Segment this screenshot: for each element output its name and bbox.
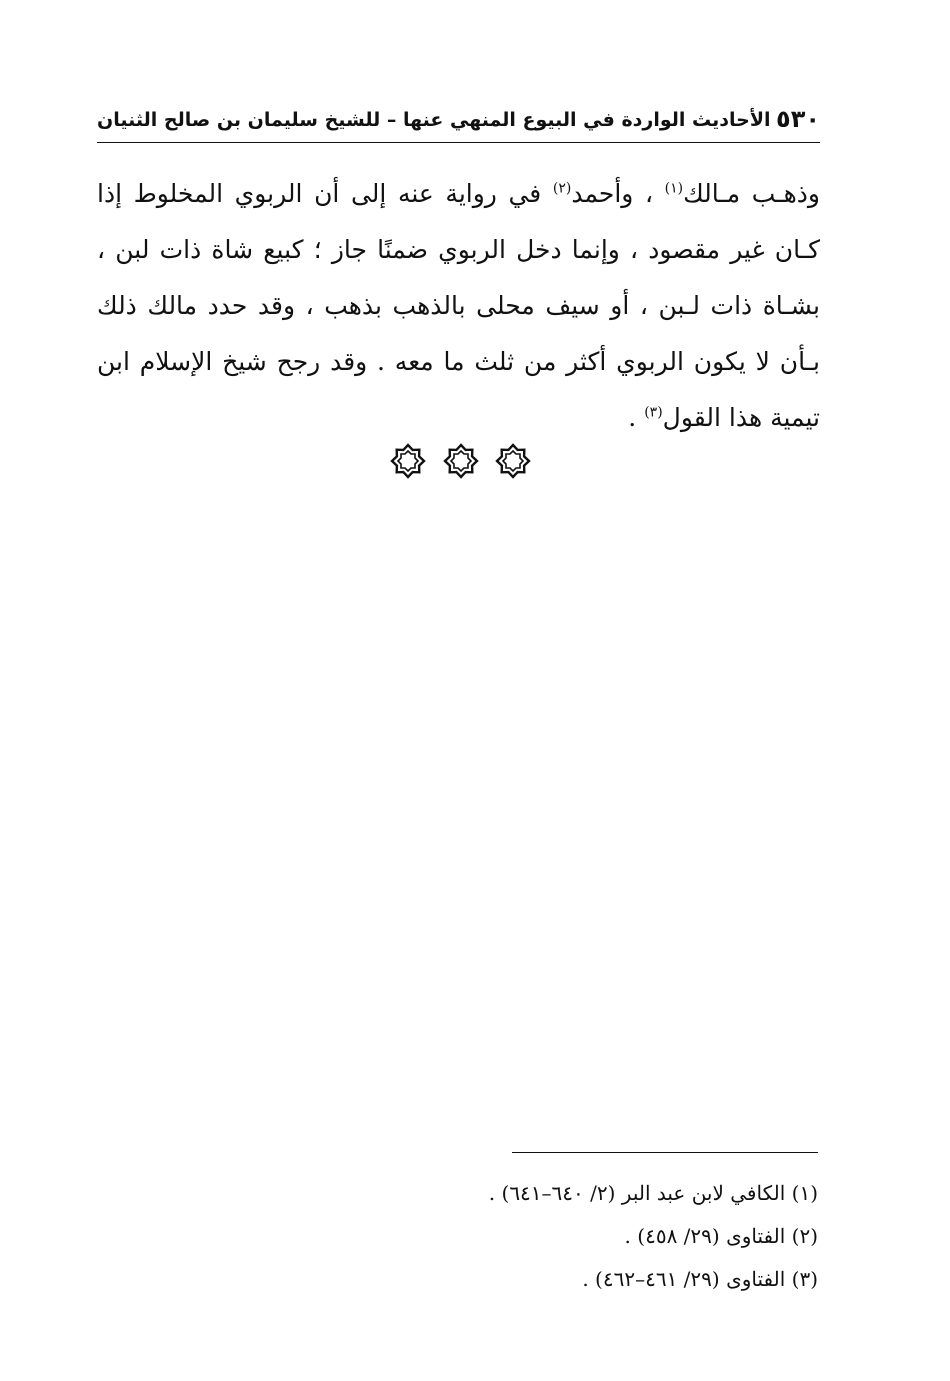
paragraph-line-3: بشـاة ذات لـبن ، أو سيف محلى بالذهب بذهب ، وقد حدد مالك ذلك bbox=[97, 291, 820, 320]
paragraph-line-5 bbox=[97, 390, 820, 446]
eight-point-star-ornament-icon bbox=[493, 441, 533, 481]
text-segment: ، وأحمد bbox=[571, 179, 665, 208]
footnote-rule bbox=[512, 1152, 818, 1153]
paragraph-line-1 bbox=[97, 166, 820, 222]
text-segment: تيمية هذا القول bbox=[662, 403, 820, 432]
eight-point-star-ornament-icon bbox=[441, 441, 481, 481]
footnote-marker-2: (٢) bbox=[552, 180, 572, 197]
main-paragraph bbox=[97, 166, 820, 446]
paragraph-line-4: بـأن لا يكون الربوي أكثر من ثلث ما معه . وقد رجح شيخ الإسلام ابن bbox=[97, 347, 820, 376]
section-separator bbox=[388, 440, 533, 482]
running-title: الأحاديث الواردة في البيوع المنهي عنها – للشيخ سليمان بن صالح الثنيان bbox=[97, 109, 771, 131]
footnote-marker-3: (٣) bbox=[644, 404, 663, 421]
page-header bbox=[97, 104, 820, 140]
text-segment: وذهـب مـالك bbox=[683, 179, 820, 208]
page-number: ٥٣٠ bbox=[776, 105, 820, 133]
text-segment: . bbox=[628, 403, 645, 432]
paragraph-line-2: كـان غير مقصود ، وإنما دخل الربوي ضمنًا جاز ؛ كبيع شاة ذات لبن ، bbox=[97, 235, 820, 264]
eight-point-star-ornament-icon bbox=[388, 441, 428, 481]
header-rule bbox=[97, 142, 820, 143]
footnote-marker-1: (١) bbox=[664, 180, 684, 197]
footnote-2: (٢) الفتاوى (٢٩/ ٤٥٨) . bbox=[624, 1224, 818, 1248]
text-segment: في رواية عنه إلى أن الربوي المخلوط إذا bbox=[97, 179, 553, 208]
footnotes bbox=[300, 1172, 818, 1301]
footnote-1: (١) الكافي لابن عبد البر (٢/ ٦٤٠–٦٤١) . bbox=[488, 1181, 818, 1205]
footnote-3: (٣) الفتاوى (٢٩/ ٤٦١–٤٦٢) . bbox=[582, 1267, 818, 1291]
